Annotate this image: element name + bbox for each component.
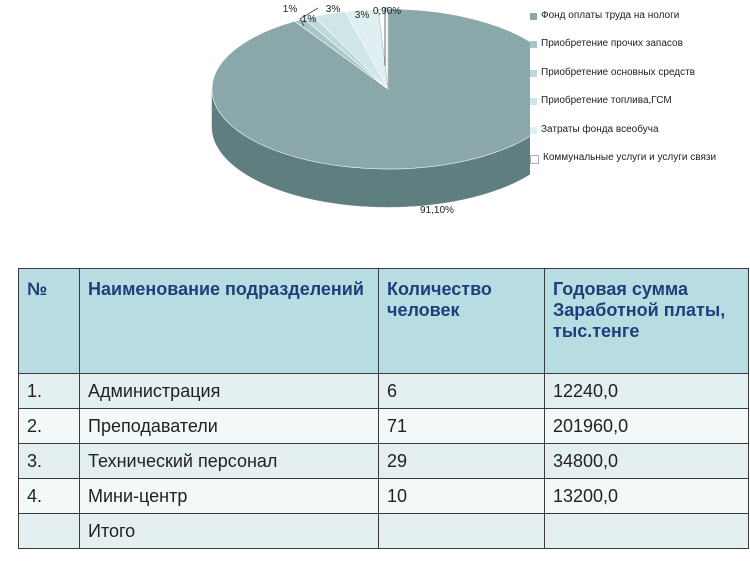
legend-swatch	[530, 155, 539, 164]
legend-label: Коммунальные услуги и услуги связи	[543, 151, 717, 163]
legend-item	[526, 67, 748, 95]
pie-value-label: 3%	[354, 10, 370, 21]
cell-department: Мини-центр	[80, 479, 379, 514]
cell-headcount: 71	[379, 409, 545, 444]
header-headcount: Количество человек	[379, 269, 545, 374]
legend-item	[526, 10, 748, 38]
table-header-row	[19, 269, 749, 374]
cell-number	[19, 514, 80, 549]
legend-item	[526, 152, 748, 180]
legend-swatch	[530, 13, 537, 20]
cell-annual-salary: 34800,0	[545, 444, 749, 479]
header-annual-salary: Годовая сумма Заработной платы, тыс.тенге	[545, 269, 749, 374]
chart-legend	[526, 10, 748, 180]
pie-value-label: 3%	[325, 4, 341, 15]
cell-department: Итого	[80, 514, 379, 549]
salary-table	[18, 268, 749, 549]
cell-annual-salary	[545, 514, 749, 549]
cell-annual-salary: 12240,0	[545, 374, 749, 409]
legend-label: Затраты фонда всеобуча	[541, 123, 659, 135]
cell-annual-salary: 13200,0	[545, 479, 749, 514]
cell-department: Администрация	[80, 374, 379, 409]
table-row	[19, 409, 749, 444]
legend-swatch	[530, 70, 537, 77]
pie-value-label: 0,90%	[372, 6, 402, 17]
header-department: Наименование подразделений	[80, 269, 379, 374]
legend-item	[526, 124, 748, 152]
cell-annual-salary: 201960,0	[545, 409, 749, 444]
table-row	[19, 514, 749, 549]
cell-number: 4.	[19, 479, 80, 514]
pie-chart-svg	[0, 0, 530, 240]
cell-number: 1.	[19, 374, 80, 409]
legend-item	[526, 95, 748, 123]
legend-swatch	[530, 41, 537, 48]
pie-value-label: 91,10%	[420, 205, 454, 216]
pie-value-label: 1%	[301, 14, 317, 25]
legend-swatch	[530, 127, 537, 134]
cell-department: Технический персонал	[80, 444, 379, 479]
legend-item	[526, 38, 748, 66]
table-row	[19, 479, 749, 514]
legend-label: Фонд оплаты труда на нологи	[541, 10, 680, 21]
legend-label: Приобретение прочих запасов	[541, 38, 683, 50]
cell-headcount	[379, 514, 545, 549]
cell-headcount: 10	[379, 479, 545, 514]
legend-label: Приобретение топлива,ГСМ	[541, 95, 672, 107]
pie-value-label: 1%	[282, 4, 298, 15]
pie-chart	[0, 0, 750, 240]
cell-headcount: 6	[379, 374, 545, 409]
cell-number: 2.	[19, 409, 80, 444]
cell-headcount: 29	[379, 444, 545, 479]
header-number: №	[19, 269, 80, 374]
table-row	[19, 374, 749, 409]
cell-number: 3.	[19, 444, 80, 479]
legend-swatch	[530, 98, 537, 105]
legend-label: Приобретение основных средств	[541, 66, 695, 78]
cell-department: Преподаватели	[80, 409, 379, 444]
table-row	[19, 444, 749, 479]
